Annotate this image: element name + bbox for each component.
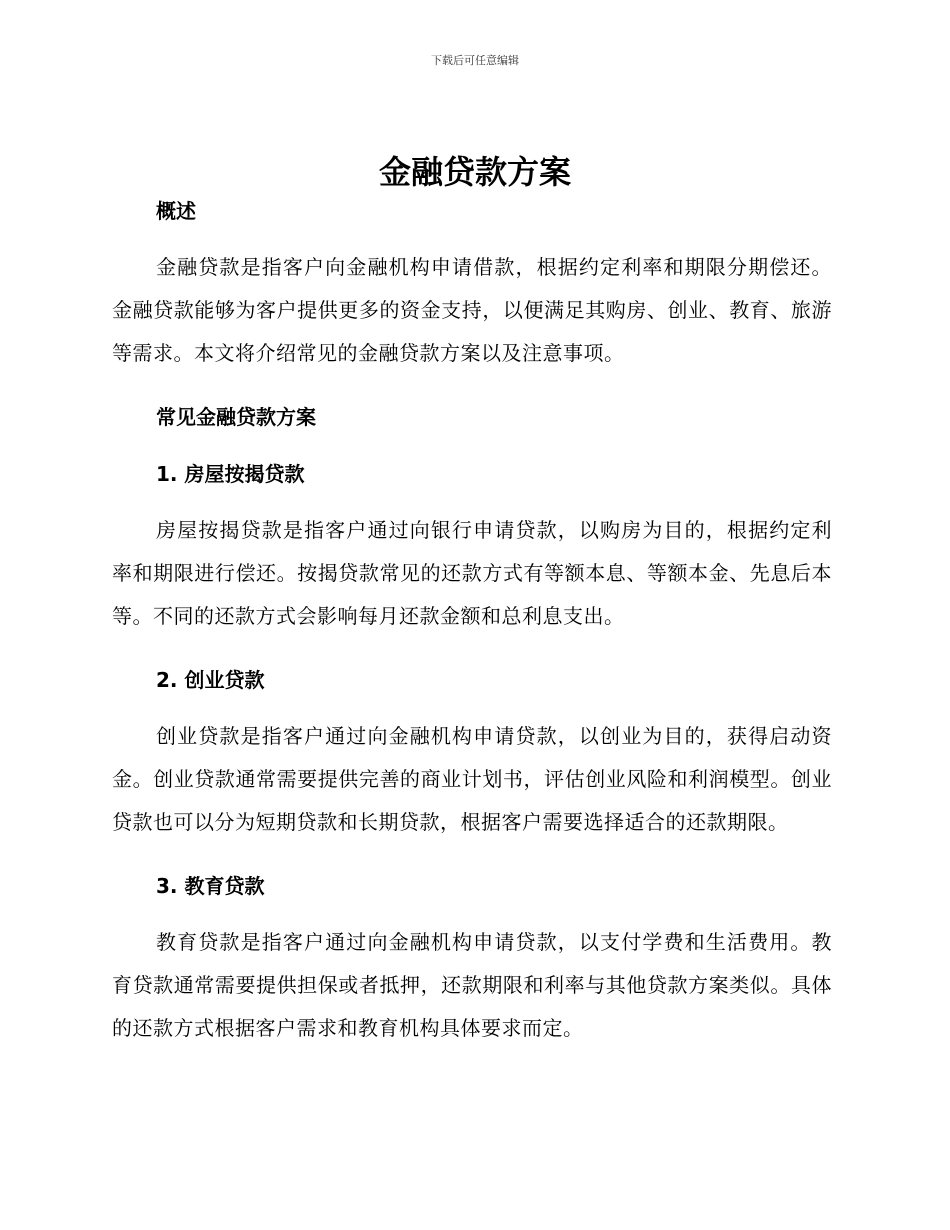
paragraph-mortgage: 房屋按揭贷款是指客户通过向银行申请贷款，以购房为目的，根据约定利率和期限进行偿还。按揭贷款常见的还款方式有等额本息、等额本金、先息后本等。不同的还款方式会影响每月还款金额和总利息支出。 <box>112 518 832 628</box>
section-heading-common-plans: 常见金融贷款方案 <box>156 405 316 429</box>
section-heading-startup: 2. 创业贷款 <box>156 668 265 692</box>
section-heading-overview: 概述 <box>156 199 196 223</box>
section-heading-mortgage: 1. 房屋按揭贷款 <box>156 462 305 486</box>
section-heading-education: 3. 教育贷款 <box>156 874 265 898</box>
paragraph-startup: 创业贷款是指客户通过向金融机构申请贷款，以创业为目的，获得启动资金。创业贷款通常需要提供完善的商业计划书，评估创业风险和利润模型。创业贷款也可以分为短期贷款和长期贷款，根据客户需要选择适合的还款期限。 <box>112 724 832 834</box>
header-note: 下载后可任意编辑 <box>431 54 519 67</box>
paragraph-overview: 金融贷款是指客户向金融机构申请借款，根据约定利率和期限分期偿还。金融贷款能够为客户提供更多的资金支持，以便满足其购房、创业、教育、旅游等需求。本文将介绍常见的金融贷款方案以及注意事项。 <box>112 255 832 365</box>
document-body <box>112 196 832 1050</box>
paragraph-education: 教育贷款是指客户通过向金融机构申请贷款，以支付学费和生活费用。教育贷款通常需要提供担保或者抵押，还款期限和利率与其他贷款方案类似。具体的还款方式根据客户需求和教育机构具体要求而定。 <box>112 930 832 1040</box>
document-title: 金融贷款方案 <box>378 153 571 191</box>
